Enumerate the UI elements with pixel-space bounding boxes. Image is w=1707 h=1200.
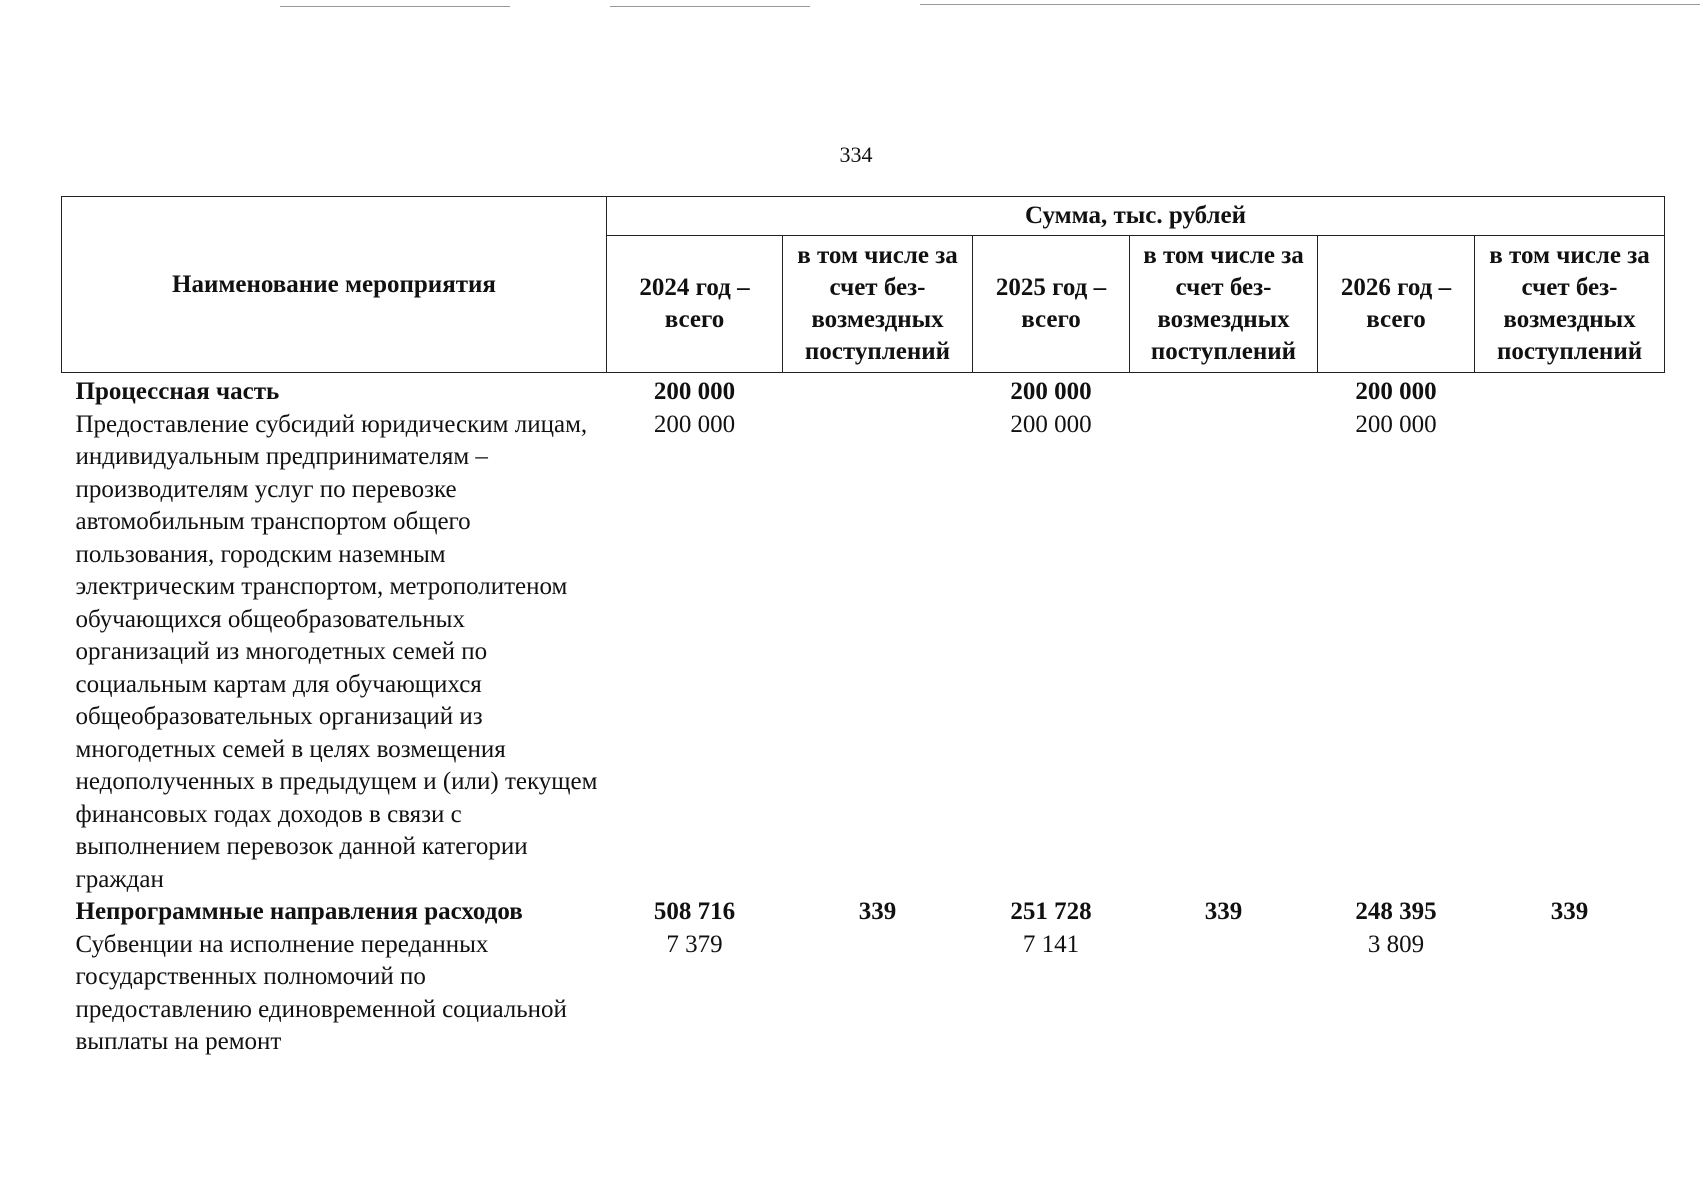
cell-2026-grants [1475,929,1665,1059]
scan-artifact-line [610,6,810,7]
cell-2026-total: 3 809 [1367,930,1425,958]
table-header [62,197,1665,373]
column-header-2025-grants: в том числе за счет без-возмездных поступлений [1130,236,1318,373]
table-body [62,373,1665,1059]
table-row [62,409,1665,897]
column-header-2026-total: 2026 год – всего [1318,236,1475,373]
cell-2026-grants: 339 [1550,898,1589,925]
cell-2024-grants [783,373,973,409]
row-name: Непрограммные направления расходов [75,898,523,925]
cell-2026-grants [1475,409,1665,897]
cell-2024-grants [783,929,973,1059]
scan-artifact-line [920,4,1700,5]
cell-2025-total: 200 000 [1010,378,1092,405]
cell-2025-grants [1130,409,1318,897]
column-header-name: Наименование мероприятия [62,197,607,373]
table-row-section [62,373,1665,409]
cell-2024-total: 7 379 [666,930,723,958]
row-name: Процессная часть [75,378,280,405]
row-name: Субвенции на исполнение переданных государственных полномочий по предоставлению единовременной социальной выплаты на ремонт [75,930,567,1055]
page-number: 334 [839,142,873,167]
table-row [62,929,1665,1059]
cell-2025-total: 200 000 [1010,410,1092,438]
cell-2024-grants: 339 [858,898,897,925]
column-header-2026-grants: в том числе за счет без-возмездных поступлений [1475,236,1665,373]
cell-2025-grants [1130,373,1318,409]
column-header-2024-total: 2024 год – всего [607,236,783,373]
column-header-2024-grants: в том числе за счет без-возмездных поступлений [783,236,973,373]
column-group-header-sum: Сумма, тыс. рублей [607,197,1665,236]
row-name: Предоставление субсидий юридическим лицам, индивидуальным предпринимателям – производителям услуг по перевозке автомобильным транспортом общего пользования, городским наземным электрическим транспортом, метрополитеном обучающихся общеобразовательных организаций из многодетных семей по социальным картам для обучающихся общеобразовательных организаций из многодетных семей в целях возмещения недополученных в предыдущем и (или) текущем финансовых годах доходов в связи с выполнением перевозок данной категории граждан [75,410,598,893]
cell-2025-grants: 339 [1204,898,1243,925]
budget-table [61,196,1665,1059]
cell-2024-grants [783,409,973,897]
table-row-section [62,896,1665,929]
cell-2026-total: 200 000 [1355,378,1437,405]
cell-2024-total: 508 716 [653,898,736,925]
cell-2026-grants [1475,373,1665,409]
scan-artifact-line [280,6,510,7]
cell-2026-total: 200 000 [1355,410,1437,438]
cell-2025-total: 251 728 [1010,898,1092,925]
column-header-2025-total: 2025 год – всего [973,236,1130,373]
cell-2024-total: 200 000 [653,410,736,438]
cell-2025-grants [1130,929,1318,1059]
cell-2024-total: 200 000 [653,378,736,405]
cell-2026-total: 248 395 [1355,898,1437,925]
cell-2025-total: 7 141 [1022,930,1080,958]
